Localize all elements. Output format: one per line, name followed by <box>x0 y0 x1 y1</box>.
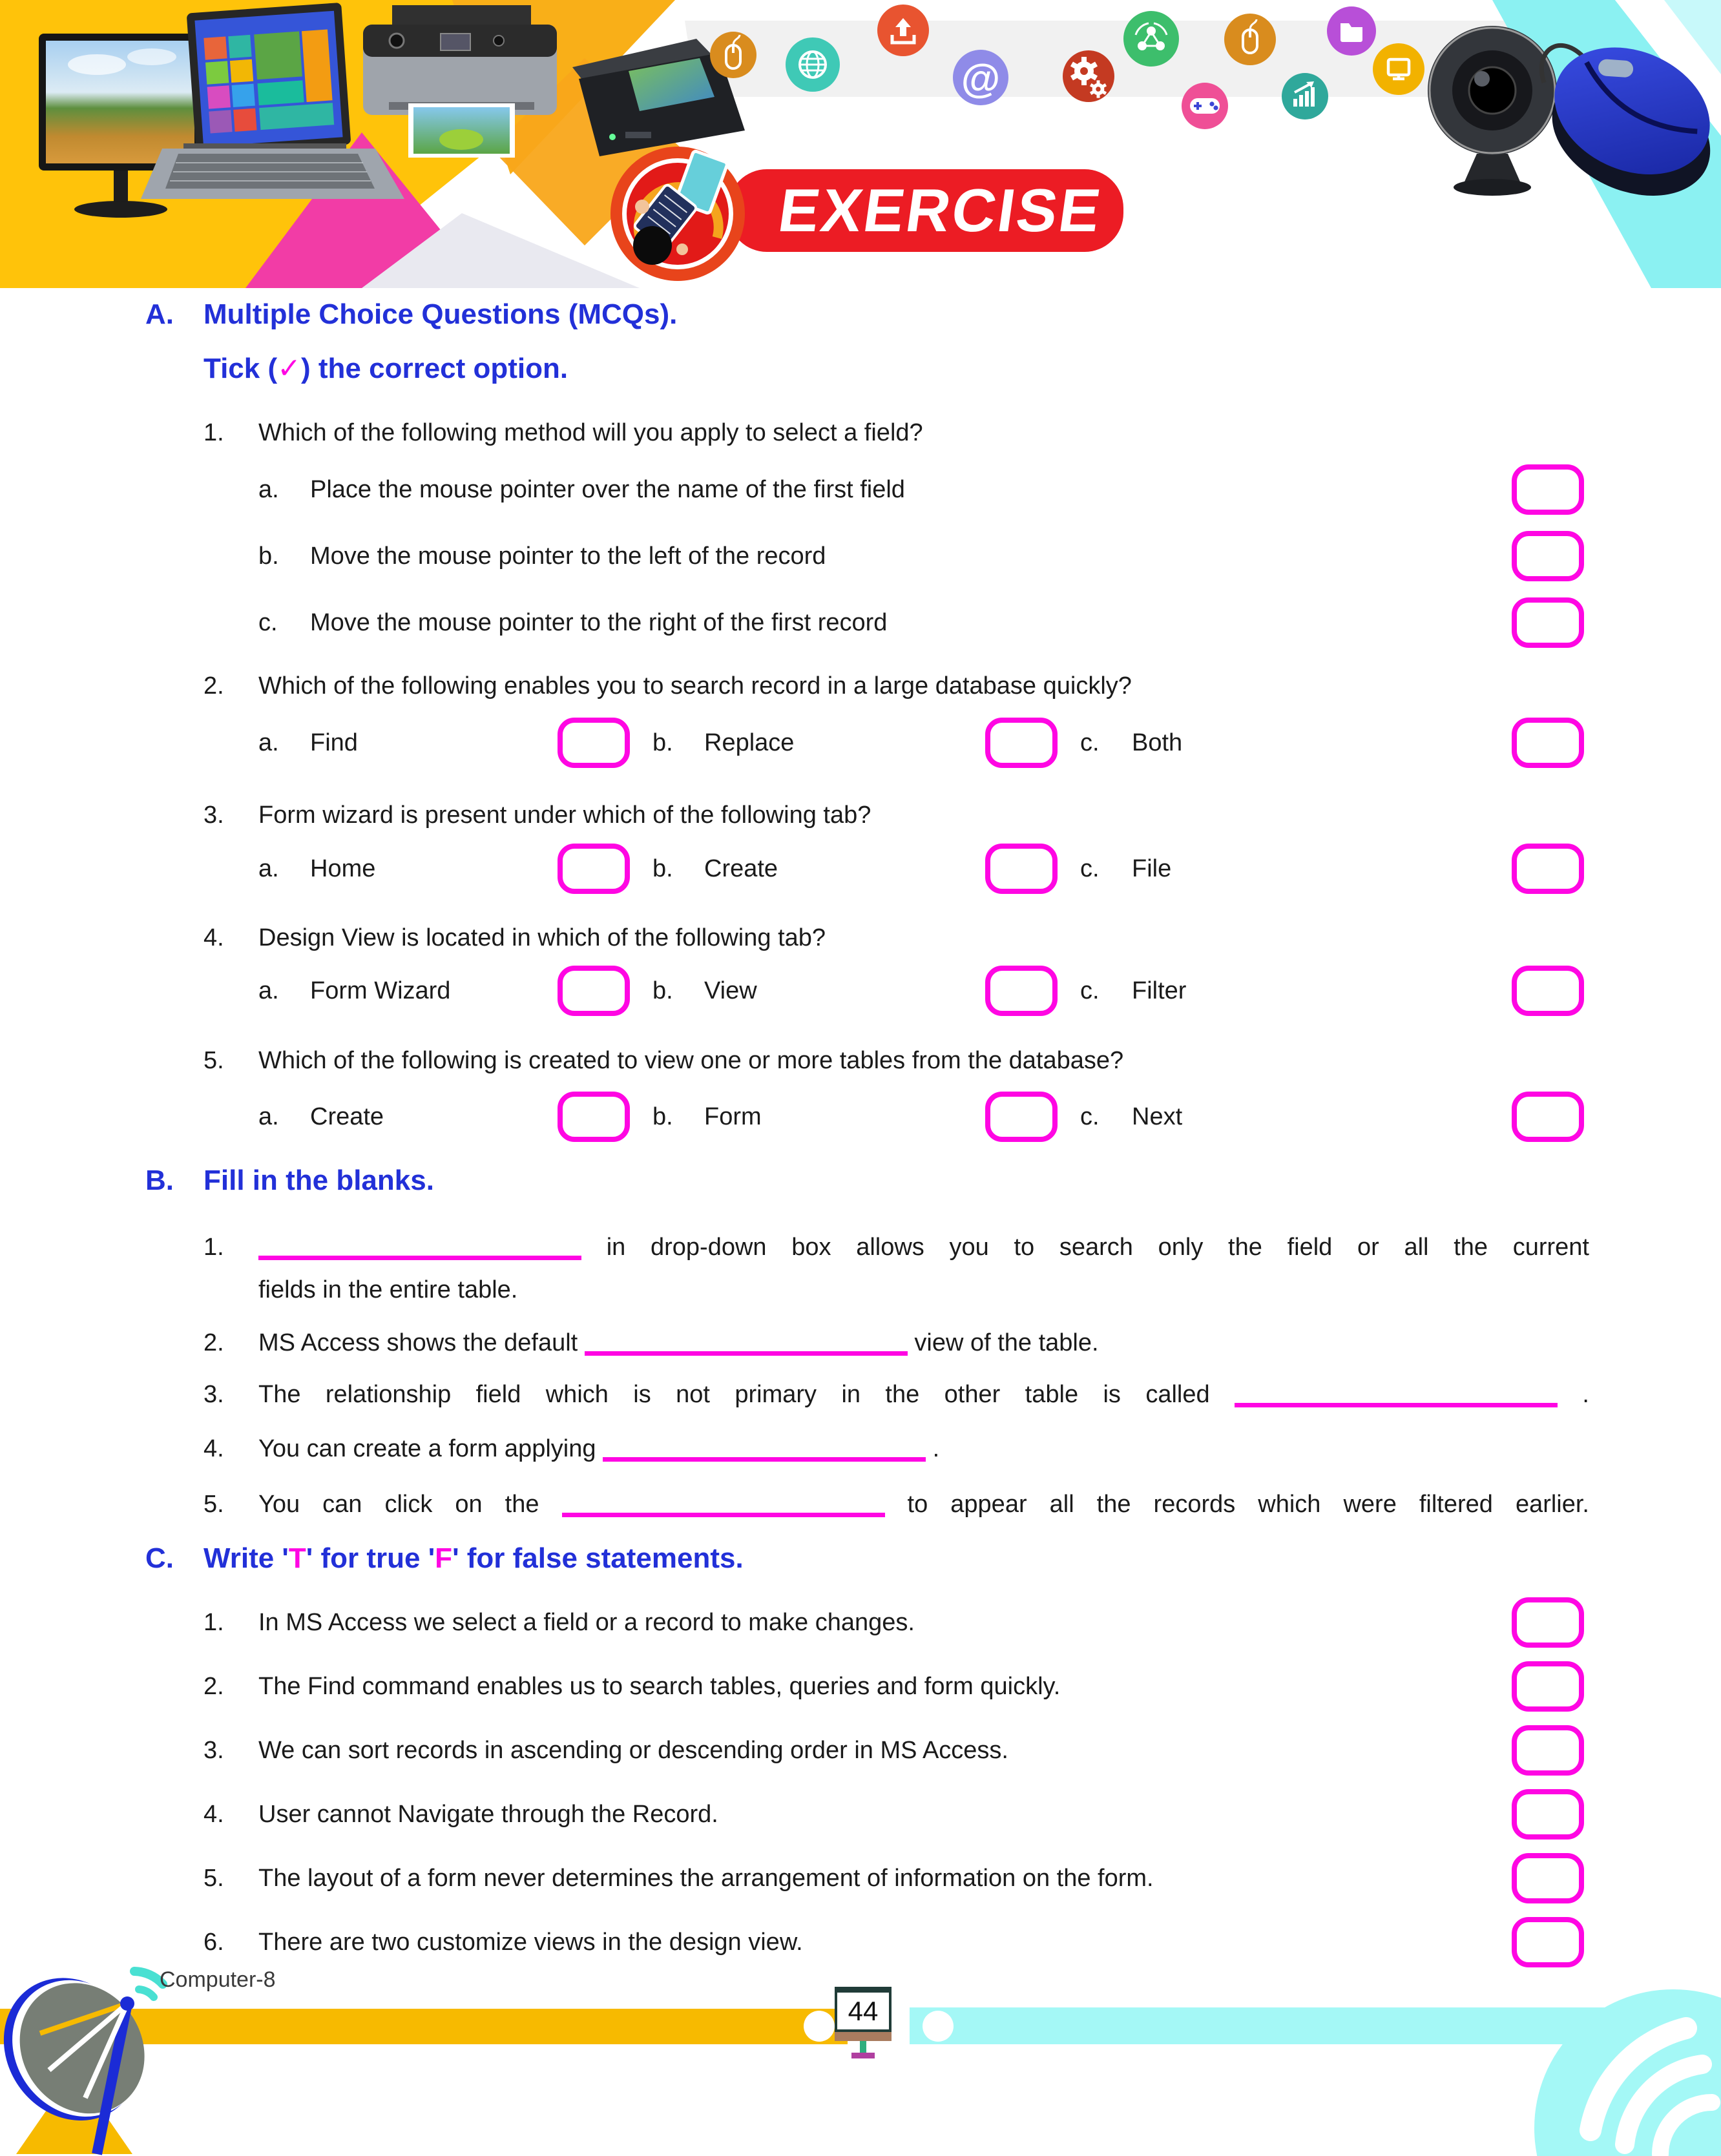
section-letter: C. <box>145 1542 174 1574</box>
tick-pre: Tick ( <box>203 353 278 384</box>
fill-text: You can create a form applying <box>258 1435 603 1462</box>
statement-text: The layout of a form never determines the arrangement of information on the form. <box>258 1864 1154 1892</box>
question-number: 4. <box>203 924 224 951</box>
fill-text: You can click on the <box>258 1491 562 1518</box>
option-letter: c. <box>1080 1103 1100 1130</box>
option-letter: b. <box>258 542 279 570</box>
mcq-question-5 <box>145 1041 1589 1080</box>
answer-checkbox[interactable] <box>985 718 1058 768</box>
option-text: Move the mouse pointer to the left of the record <box>310 542 826 570</box>
section-b-heading <box>145 1165 1589 1198</box>
option-letter: b. <box>652 855 673 882</box>
option-text: Create <box>310 1103 384 1130</box>
mcq-option-row <box>145 1084 1589 1149</box>
answer-blank[interactable] <box>1235 1376 1558 1407</box>
fill-line <box>258 1483 1589 1526</box>
item-number: 1. <box>203 1608 224 1636</box>
mcq-option-row <box>145 710 1589 775</box>
answer-checkbox[interactable] <box>1512 718 1584 768</box>
fill-item-3 <box>145 1373 1589 1416</box>
tf-answer-box[interactable] <box>1512 1597 1584 1648</box>
item-number: 2. <box>203 1672 224 1700</box>
answer-checkbox[interactable] <box>1512 844 1584 894</box>
mcq-option-row <box>145 959 1589 1023</box>
option-letter: b. <box>652 977 673 1004</box>
fill-line <box>258 1427 1589 1470</box>
fill-text: MS Access shows the default <box>258 1329 585 1356</box>
option-text: File <box>1132 855 1172 882</box>
tf-item-4 <box>145 1782 1589 1846</box>
section-letter: A. <box>145 298 174 330</box>
option-text: Filter <box>1132 977 1187 1004</box>
section-title: Write 'T' for true 'F' for false statements. <box>203 1542 744 1574</box>
tick-mark-icon: ✓ <box>277 353 301 384</box>
page-badge-stem <box>860 2041 866 2053</box>
tf-item-2 <box>145 1654 1589 1718</box>
question-number: 1. <box>203 419 224 446</box>
question-text: Design View is located in which of the following tab? <box>258 924 826 951</box>
answer-checkbox[interactable] <box>1512 966 1584 1016</box>
fill-text: view of the table. <box>907 1329 1099 1356</box>
tf-answer-box[interactable] <box>1512 1853 1584 1903</box>
item-number: 5. <box>203 1491 224 1518</box>
option-text: Replace <box>704 729 795 756</box>
option-text: Home <box>310 855 376 882</box>
fill-item-body <box>258 1483 1589 1526</box>
answer-blank[interactable] <box>585 1324 908 1356</box>
question-number: 2. <box>203 672 224 700</box>
fill-line <box>258 1373 1589 1416</box>
fill-line <box>258 1269 1589 1311</box>
answer-checkbox[interactable] <box>558 966 630 1016</box>
mcq-question-1 <box>145 413 1589 452</box>
section-c-heading <box>145 1542 1589 1576</box>
svg-text:@: @ <box>961 56 1001 101</box>
answer-checkbox[interactable] <box>1512 464 1584 515</box>
fill-line <box>258 1322 1589 1364</box>
book-label: Computer-8 <box>160 1967 276 1992</box>
fill-text: to appear all the records which were filtered earlier. <box>884 1491 1589 1518</box>
option-letter: c. <box>1080 977 1100 1004</box>
section-title: Multiple Choice Questions (MCQs). <box>203 298 678 330</box>
answer-checkbox[interactable] <box>985 966 1058 1016</box>
mcq-question-4 <box>145 918 1589 957</box>
false-letter: F <box>435 1542 453 1574</box>
page-number-badge <box>835 1987 892 2058</box>
page-badge-foot <box>851 2053 875 2058</box>
answer-checkbox[interactable] <box>1512 1092 1584 1142</box>
mcq-option <box>145 523 1589 589</box>
option-text: Find <box>310 729 358 756</box>
fill-item-2 <box>145 1322 1589 1364</box>
option-text: Next <box>1132 1103 1183 1130</box>
option-letter: a. <box>258 977 279 1004</box>
fill-text: . <box>926 1435 940 1462</box>
tf-item-5 <box>145 1846 1589 1910</box>
option-letter: a. <box>258 475 279 503</box>
option-letter: a. <box>258 855 279 882</box>
fill-text: . <box>1558 1381 1589 1408</box>
answer-checkbox[interactable] <box>1512 531 1584 581</box>
fill-text: The relationship field which is not primary in the other table is called <box>258 1381 1235 1408</box>
option-text: Both <box>1132 729 1183 756</box>
statement-text: The Find command enables us to search tables, queries and form quickly. <box>258 1672 1061 1700</box>
option-text: View <box>704 977 757 1004</box>
true-letter: T <box>288 1542 306 1574</box>
item-number: 3. <box>203 1381 224 1408</box>
item-number: 6. <box>203 1928 224 1956</box>
question-text: Form wizard is present under which of the following tab? <box>258 802 871 829</box>
banner-title: EXERCISE <box>775 176 1107 244</box>
page-badge-base <box>835 2032 892 2041</box>
fill-item-body <box>258 1322 1589 1364</box>
option-text: Form Wizard <box>310 977 451 1004</box>
fill-item-body <box>258 1226 1589 1311</box>
option-letter: a. <box>258 1103 279 1130</box>
fill-item-5 <box>145 1483 1589 1526</box>
tf-answer-box[interactable] <box>1512 1917 1584 1967</box>
tf-answer-box[interactable] <box>1512 1725 1584 1776</box>
fill-item-body <box>258 1427 1589 1470</box>
option-letter: c. <box>258 608 278 636</box>
tick-instruction <box>203 352 568 385</box>
answer-blank[interactable] <box>258 1228 581 1260</box>
question-text: Which of the following method will you apply to select a field? <box>258 419 923 446</box>
fill-line <box>258 1226 1589 1269</box>
statement-text: We can sort records in ascending or descending order in MS Access. <box>258 1736 1008 1764</box>
item-number: 2. <box>203 1329 224 1356</box>
mcq-option-row <box>145 836 1589 901</box>
question-text: Which of the following is created to view one or more tables from the database? <box>258 1047 1124 1074</box>
question-number: 3. <box>203 802 224 829</box>
tick-post: ) the correct option. <box>301 353 568 384</box>
option-text: Move the mouse pointer to the right of the first record <box>310 608 888 636</box>
section-letter: B. <box>145 1165 174 1196</box>
fill-item-body <box>258 1373 1589 1416</box>
option-letter: b. <box>652 1103 673 1130</box>
answer-checkbox[interactable] <box>1512 597 1584 648</box>
question-number: 5. <box>203 1047 224 1074</box>
mcq-question-3 <box>145 796 1589 834</box>
answer-checkbox[interactable] <box>985 1092 1058 1142</box>
option-text: Form <box>704 1103 762 1130</box>
option-letter: c. <box>1080 729 1100 756</box>
mcq-option <box>145 456 1589 523</box>
option-letter: b. <box>652 729 673 756</box>
option-text: Create <box>704 855 778 882</box>
item-number: 4. <box>203 1800 224 1828</box>
answer-blank[interactable] <box>603 1430 926 1462</box>
section-a-heading <box>145 298 1589 332</box>
mcq-question-2 <box>145 667 1589 705</box>
answer-checkbox[interactable] <box>558 718 630 768</box>
tf-answer-box[interactable] <box>1512 1661 1584 1712</box>
satellite-dish-icon <box>0 1964 171 2154</box>
fill-text: in drop-down box allows you to search only the field or all the current <box>581 1234 1589 1261</box>
option-text: Place the mouse pointer over the name of the first field <box>310 475 905 503</box>
answer-checkbox[interactable] <box>558 1092 630 1142</box>
question-text: Which of the following enables you to search record in a large database quickly? <box>258 672 1132 700</box>
exercise-content <box>145 0 1589 2156</box>
fill-text: fields in the entire table. <box>258 1276 518 1303</box>
option-letter: c. <box>1080 855 1100 882</box>
tf-item-1 <box>145 1590 1589 1654</box>
statement-text: User cannot Navigate through the Record. <box>258 1800 718 1828</box>
answer-blank[interactable] <box>562 1486 885 1517</box>
fill-item-4 <box>145 1427 1589 1470</box>
option-letter: a. <box>258 729 279 756</box>
wifi-arcs-icon <box>134 1971 163 1997</box>
tf-answer-box[interactable] <box>1512 1789 1584 1840</box>
item-number: 3. <box>203 1736 224 1764</box>
tf-item-3 <box>145 1718 1589 1782</box>
answer-checkbox[interactable] <box>985 844 1058 894</box>
answer-checkbox[interactable] <box>558 844 630 894</box>
statement-text: In MS Access we select a field or a record to make changes. <box>258 1608 915 1636</box>
statement-text: There are two customize views in the design view. <box>258 1928 803 1956</box>
item-number: 1. <box>203 1234 224 1261</box>
page-number: 44 <box>835 1987 892 2032</box>
item-number: 5. <box>203 1864 224 1892</box>
item-number: 4. <box>203 1435 224 1462</box>
mcq-option <box>145 589 1589 656</box>
fill-item-1 <box>145 1226 1589 1303</box>
section-title: Fill in the blanks. <box>203 1165 434 1196</box>
